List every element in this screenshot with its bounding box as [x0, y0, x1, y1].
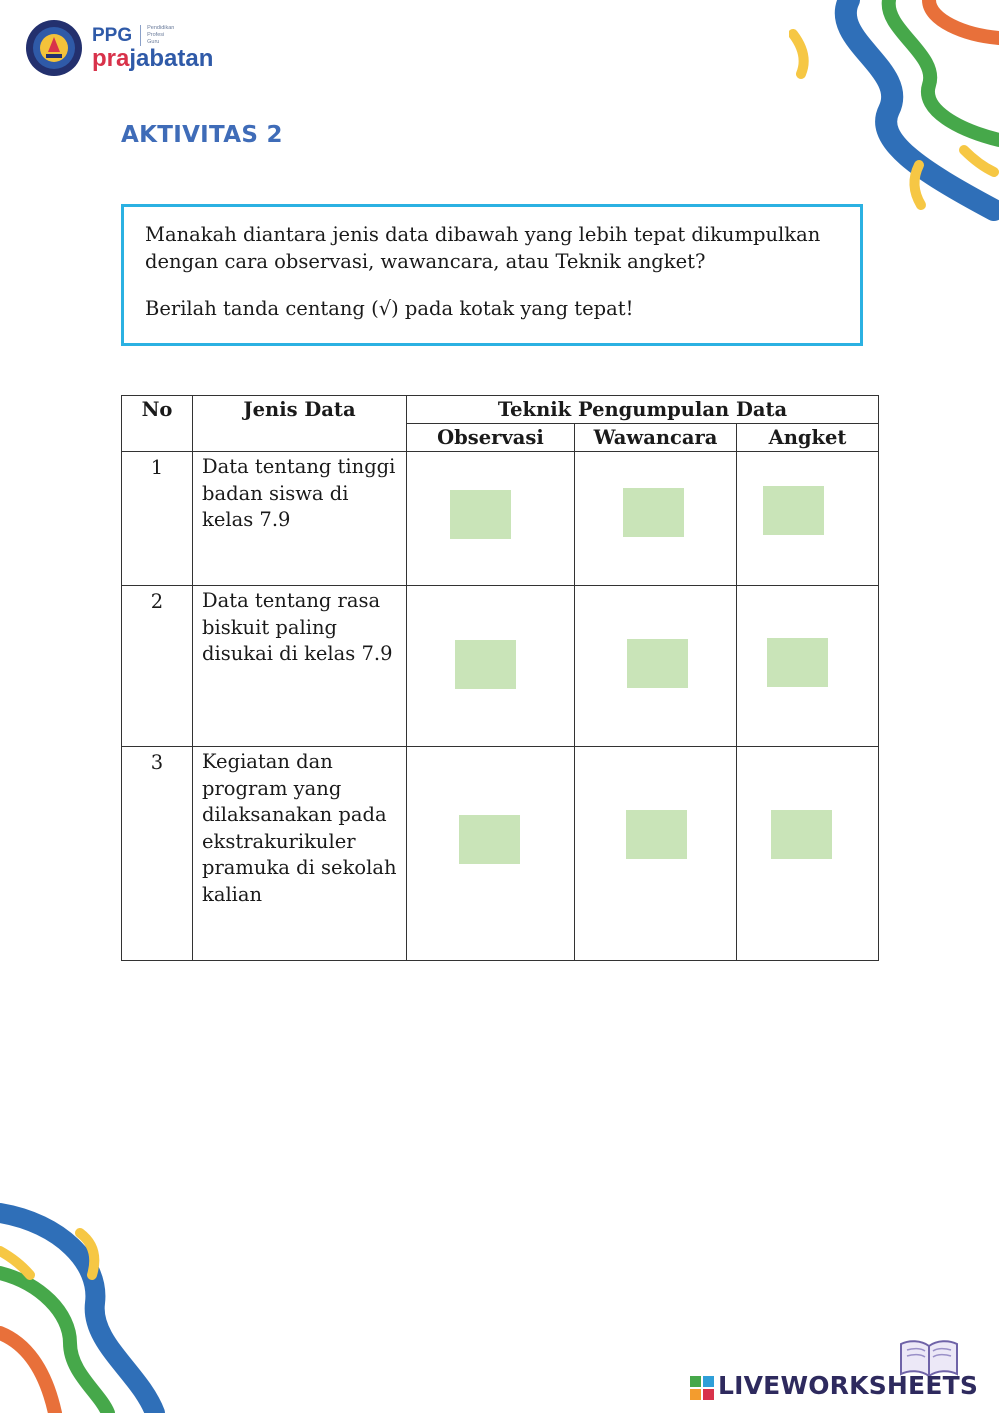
row-jenis-data: Data tentang rasa biskuit paling disukai di kelas 7.9	[193, 586, 407, 747]
checkbox-observasi[interactable]	[459, 815, 520, 864]
instruction-question: Manakah diantara jenis data dibawah yang lebih tepat dikumpulkan dengan cara observasi, wawancara, atau Teknik angket?	[145, 223, 821, 273]
header-observasi: Observasi	[407, 424, 575, 452]
checkbox-angket[interactable]	[771, 810, 832, 859]
header-angket: Angket	[737, 424, 879, 452]
ppg-logo	[24, 18, 213, 78]
checkbox-wawancara[interactable]	[627, 639, 688, 688]
checkbox-angket[interactable]	[767, 638, 828, 687]
table-row	[122, 747, 879, 961]
data-table	[121, 395, 879, 961]
row-number: 2	[122, 586, 193, 747]
row-number: 3	[122, 747, 193, 961]
university-seal-icon	[24, 18, 84, 78]
decorative-ribbon-top-right	[789, 0, 999, 230]
checkbox-observasi[interactable]	[455, 640, 516, 689]
row-number: 1	[122, 452, 193, 586]
instruction-box	[121, 204, 863, 346]
table-row	[122, 586, 879, 747]
header-no: No	[122, 396, 193, 452]
brand-ppg: PPG	[92, 25, 133, 46]
checkbox-observasi[interactable]	[450, 490, 511, 539]
liveworksheets-text: LIVEWORKSHEETS	[718, 1371, 979, 1400]
row-jenis-data: Kegiatan dan program yang dilaksanakan pada ekstrakurikuler pramuka di sekolah kalian	[193, 747, 407, 961]
header-jenis-data: Jenis Data	[193, 396, 407, 452]
brand-subtitle: Pendidikan Profesi Guru	[140, 25, 174, 46]
decorative-ribbon-bottom-left	[0, 1203, 190, 1413]
checkbox-wawancara[interactable]	[626, 810, 687, 859]
liveworksheets-badge-icon	[690, 1376, 714, 1400]
liveworksheets-logo	[690, 1338, 990, 1408]
brand-prajabatan: prajabatan	[92, 44, 214, 72]
checkbox-angket[interactable]	[763, 486, 824, 535]
header-teknik: Teknik Pengumpulan Data	[407, 396, 879, 424]
table-row	[122, 452, 879, 586]
page-title: AKTIVITAS 2	[121, 122, 283, 148]
row-jenis-data: Data tentang tinggi badan siswa di kelas 7.9	[193, 452, 407, 586]
header-wawancara: Wawancara	[575, 424, 737, 452]
instruction-hint: Berilah tanda centang (√) pada kotak yang tepat!	[145, 297, 634, 320]
checkbox-wawancara[interactable]	[623, 488, 684, 537]
